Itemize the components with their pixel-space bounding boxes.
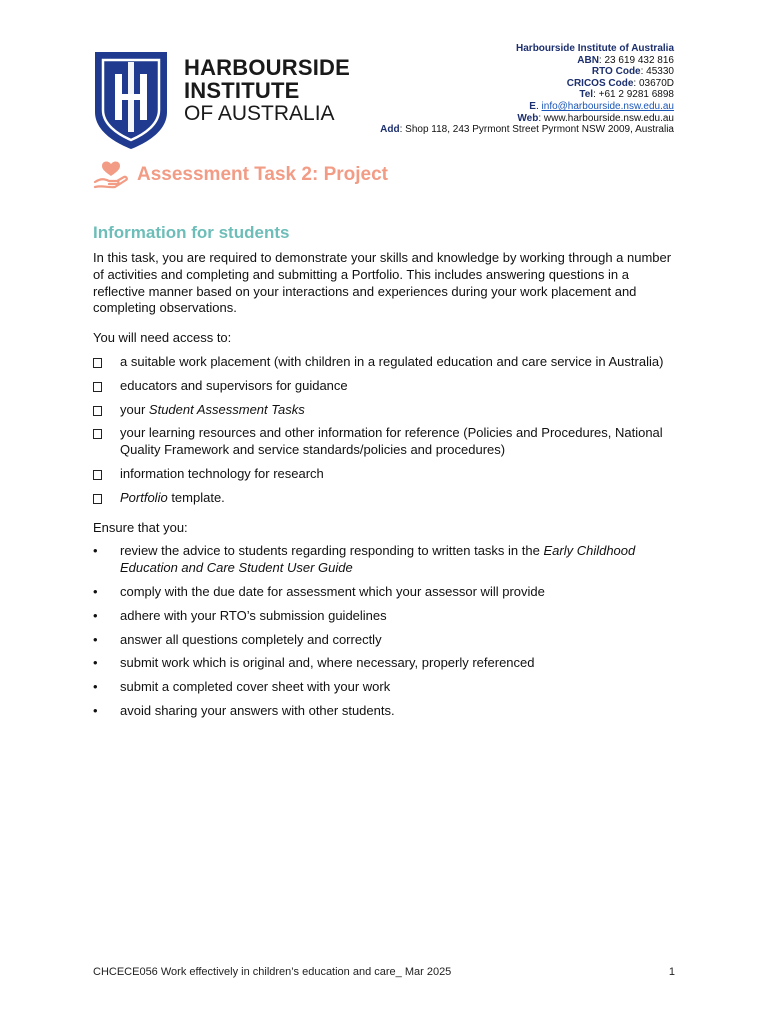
bullet-icon: •: [93, 583, 98, 599]
item-text-pre: submit a completed cover sheet with your work: [120, 679, 391, 695]
address-label: Add: [380, 124, 400, 136]
address-value: : Shop 118, 243 Pyrmont Street Pyrmont NSW 2009, Australia: [399, 124, 674, 136]
item-text-pre: answer all questions completely and correctly: [120, 631, 382, 647]
logo-line1: HARBOURSIDE: [184, 55, 350, 80]
item-text-pre: a suitable work placement (with children in a regulated education and care service in Australia): [120, 353, 664, 369]
page-number: 1: [668, 966, 675, 978]
bullet-icon: •: [93, 679, 98, 695]
page-footer: [93, 966, 675, 978]
abn-label: ABN: [577, 54, 599, 66]
logo-wordmark: [184, 56, 350, 125]
ensure-list: [93, 543, 675, 719]
bullet-icon: •: [93, 631, 98, 647]
access-list: [93, 354, 675, 507]
item-text-em: Student Assessment Tasks: [148, 401, 305, 417]
item-text-pre: your: [120, 401, 149, 417]
email-link[interactable]: info@harbourside.nsw.edu.au: [541, 100, 674, 112]
footer-course: CHCECE056 Work effectively in children’s education and care_ Mar 2025: [93, 966, 452, 978]
checkbox-glyph-icon: [93, 466, 102, 485]
item-text-pre: avoid sharing your answers with other students.: [120, 702, 395, 718]
cricos-value: : 03670D: [633, 77, 674, 89]
checkbox-glyph-icon: [93, 490, 102, 509]
abn-value: : 23 619 432 816: [598, 54, 674, 66]
item-text-pre: submit work which is original and, where necessary, properly referenced: [120, 655, 535, 671]
shield-logo-icon: [93, 50, 169, 150]
bullet-icon: •: [93, 655, 98, 671]
item-text-pre: comply with the due date for assessment which your assessor will provide: [120, 583, 545, 599]
email-label: E: [529, 100, 536, 112]
bullet-icon: •: [93, 702, 98, 718]
checkbox-glyph-icon: [93, 354, 102, 373]
tel-label: Tel: [579, 89, 594, 101]
ensure-label: Ensure that you:: [93, 519, 188, 535]
heart-hand-icon: [93, 160, 129, 190]
ensure-item: [93, 632, 675, 649]
org-name: Harbourside Institute of Australia: [516, 43, 674, 54]
cricos-label: CRICOS Code: [566, 77, 634, 89]
access-item: [93, 402, 675, 419]
ensure-item: [93, 703, 675, 720]
tel-value: : +61 2 9281 6898: [593, 89, 674, 101]
email-sep: .: [535, 100, 542, 112]
task-title-row: [93, 160, 388, 190]
item-text-pre: information technology for research: [120, 465, 324, 481]
checkbox-glyph-icon: [93, 378, 102, 397]
item-text-em: Early Childhood Education and Care Student User Guide: [120, 543, 636, 576]
item-text-pre: adhere with your RTO’s submission guidelines: [120, 607, 387, 623]
logo-line3: OF AUSTRALIA: [184, 102, 335, 125]
checkbox-glyph-icon: [93, 402, 102, 421]
intro-paragraph: In this task, you are required to demonstrate your skills and knowledge by working through a number of activities and completing and submitting a Portfolio. This includes answering questions in a reflective manner based on your interactions and experiences during your work placement and completing observations.: [93, 250, 672, 316]
ensure-item: [93, 584, 675, 601]
access-item: [93, 466, 675, 483]
ensure-item: [93, 679, 675, 696]
logo-line2: INSTITUTE: [184, 78, 300, 103]
ensure-item: [93, 655, 675, 672]
web-value: : www.harbourside.nsw.edu.au: [538, 112, 674, 124]
access-item: [93, 425, 675, 459]
ensure-item: [93, 608, 675, 625]
need-label: You will need access to:: [93, 330, 232, 346]
contact-block: [380, 43, 674, 136]
item-text-pre: educators and supervisors for guidance: [120, 377, 348, 393]
access-item: [93, 378, 675, 395]
bullet-icon: •: [93, 543, 98, 559]
document-body: [93, 250, 675, 727]
item-text-post: template.: [167, 489, 225, 505]
access-item: [93, 354, 675, 371]
rto-label: RTO Code: [591, 66, 641, 78]
checkbox-glyph-icon: [93, 425, 102, 444]
web-label: Web: [517, 112, 539, 124]
access-item: [93, 490, 675, 507]
harbourside-logo: [93, 50, 350, 150]
item-text-pre: review the advice to students regarding responding to written tasks in the: [120, 543, 544, 559]
task-title: Assessment Task 2: Project: [137, 164, 388, 185]
item-text-pre: your learning resources and other information for reference (Policies and Procedures, National Quality Framework and service standards/policies and procedures): [120, 425, 663, 458]
bullet-icon: •: [93, 607, 98, 623]
ensure-item: [93, 543, 675, 577]
info-heading: Information for students: [93, 223, 290, 242]
item-text-em: Portfolio: [120, 489, 168, 505]
rto-value: : 45330: [640, 66, 674, 78]
